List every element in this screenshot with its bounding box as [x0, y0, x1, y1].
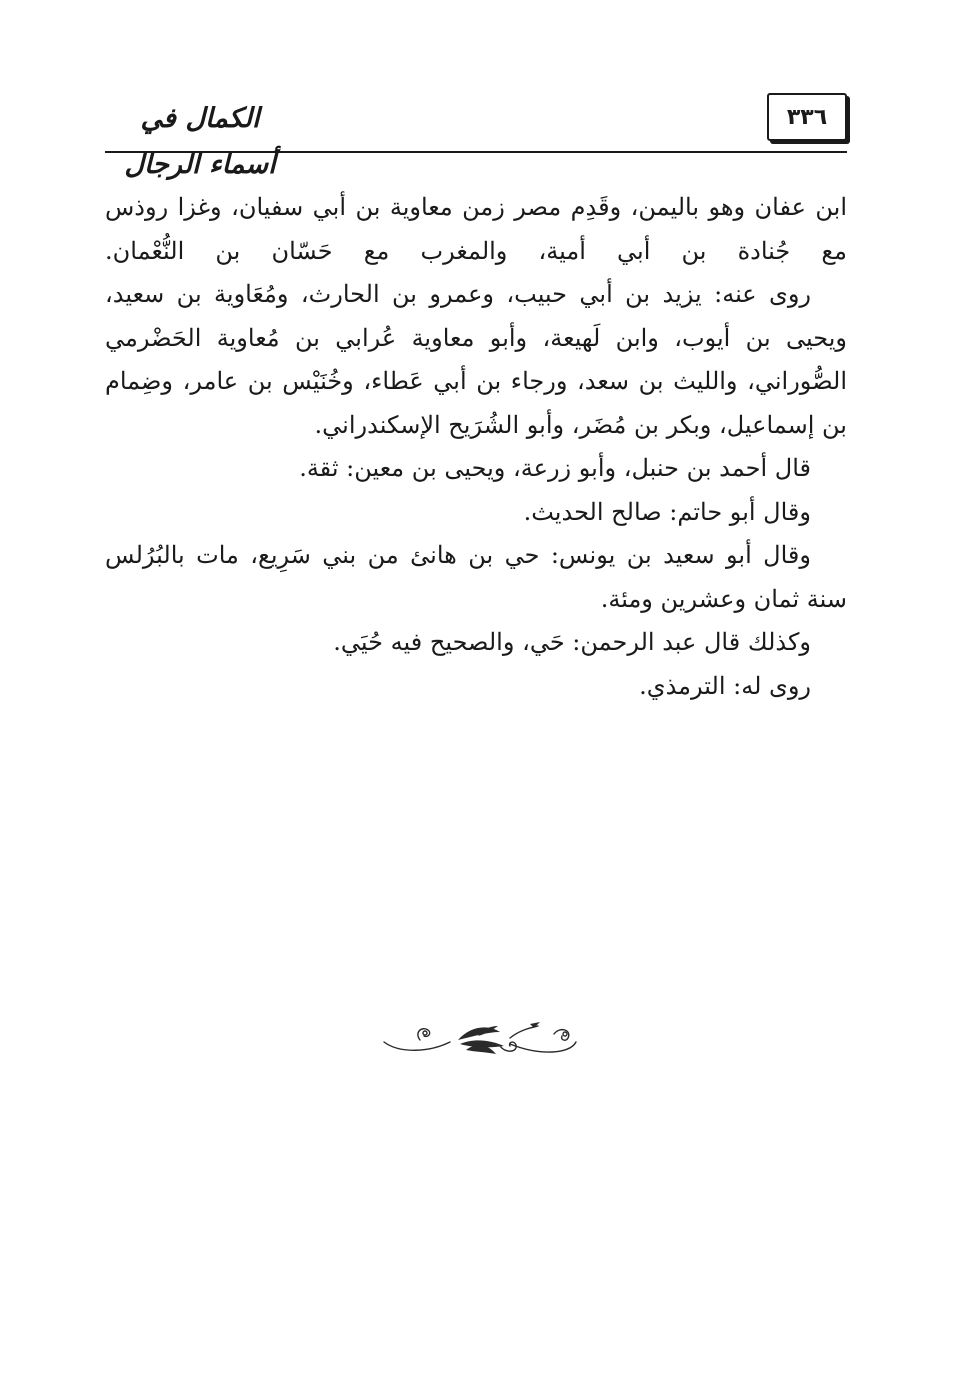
book-title: الكمال في أسماء الرجال — [124, 103, 276, 180]
paragraph-1: ابن عفان وهو باليمن، وقَدِم مصر زمن معاوية بن أبي سفيان، وغزا روذس مع جُنادة بن أبي أمية، والمغرب مع حَسّان بن النُّعْمان. — [105, 193, 847, 265]
page-header — [105, 88, 847, 180]
paragraph-tirmidhi: روى له: الترمذي. — [639, 671, 811, 700]
paragraph-abu-hatim: وقال أبو حاتم: صالح الحديث. — [523, 497, 811, 526]
page-number: ٣٣٦ — [767, 93, 847, 141]
paragraph-ahmad: قال أحمد بن حنبل، وأبو زرعة، ويحيى بن معين: ثقة. — [299, 454, 811, 482]
floral-divider-icon — [380, 1012, 580, 1064]
paragraph-ibn-yunus: وقال أبو سعيد بن يونس: حي بن هانئ من بني سَرِيع، مات بالبُرُلس سنة ثمان وعشرين ومئة. — [105, 541, 847, 613]
header-divider — [105, 151, 847, 153]
page-body — [105, 186, 847, 708]
paragraph-narrators: روى عنه: يزيد بن أبي حبيب، وعمرو بن الحارث، ومُعَاوية بن سعيد، ويحيى بن أيوب، وابن لَهيعة، وأبو معاوية عُرابي بن مُعاوية الحَضْرمي الصُّوراني، والليث بن سعد، ورجاء بن أبي عَطاء، وخُنَيْس بن عامر، وضِمام بن إسماعيل، وبكر بن مُضَر، وأبو الشُرَيح الإسكندراني. — [105, 280, 847, 439]
paragraph-abd-al-rahman: وكذلك قال عبد الرحمن: حَي، والصحيح فيه حُيَي. — [333, 628, 811, 656]
